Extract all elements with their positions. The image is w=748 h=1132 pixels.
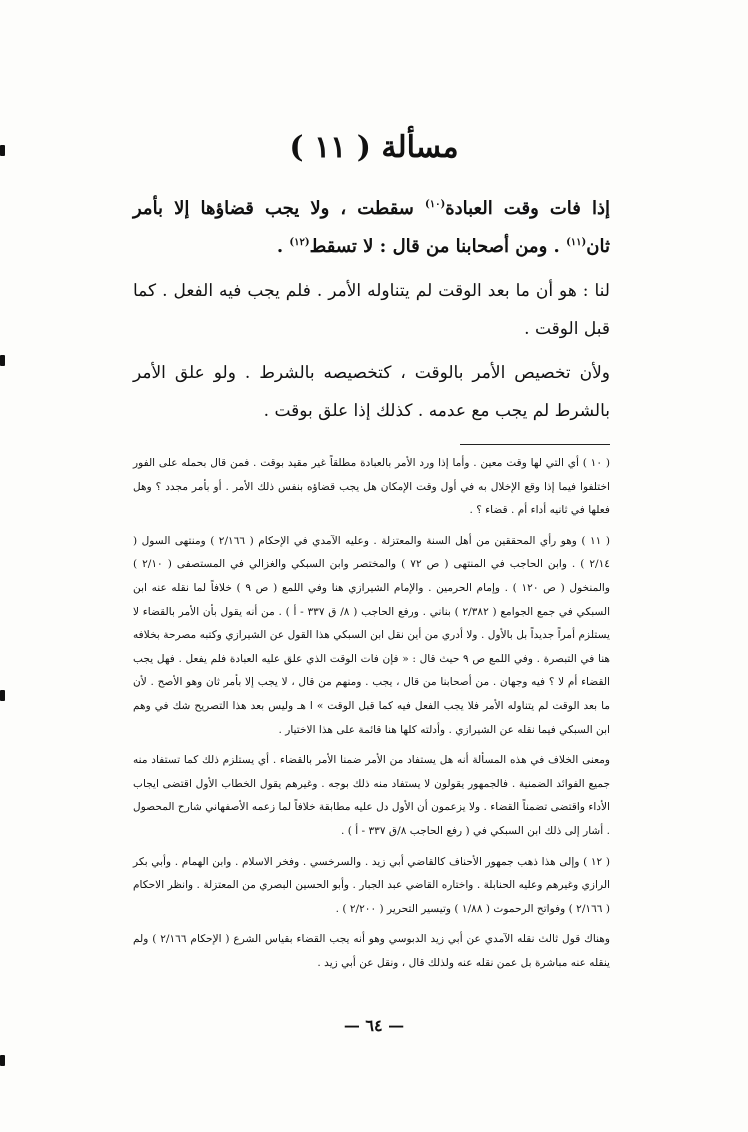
page-title: مسألة ( ١١ ) — [289, 130, 459, 165]
issue-text-2: سقطت ، ولا يجب قضاؤها إلا بأمر ثان — [133, 198, 610, 257]
argument-paragraph-1: لنا : هو أن ما بعد الوقت لم يتناوله الأمر . فلم يجب فيه الفعل . كما قبل الوقت . — [133, 281, 610, 339]
issue-text-1: إذا فات وقت العبادة — [445, 198, 610, 219]
issue-text-3: . ومن أصحابنا من قال : لا تسقط — [309, 236, 567, 257]
footnote-ref-10: (١٠) — [424, 199, 446, 210]
footnote-ref-11: (١١) — [566, 237, 587, 248]
scan-edge-mark — [0, 355, 5, 366]
scan-edge-mark — [0, 690, 5, 701]
footnote-12: ( ١٢ ) وإلى هذا ذهب جمهور الأحناف كالقاضي أبي زيد . والسرخسي . وفخر الاسلام . وابن الهمام . وأبي بكر الرازي وغيرهم وعليه الحنابلة . واختاره القاضي عبد الجبار . وأبو الحسين البصري من المعتزلة . وانظر الاحكام ( ٢/١٦٦ ) وفواتح الرحموت ( ١/٨٨ ) وتيسير التحرير ( ٢/٢٠٠ ) . — [133, 855, 610, 915]
issue-text-4: . — [276, 236, 290, 257]
footnotes — [133, 452, 610, 982]
footnote-12-continued: وهناك قول ثالث نقله الآمدي عن أبي زيد الدبوسي وهو أنه يجب القضاء بقياس الشرع ( الإحكام ٢/١٦٦ ) ولم ينقله عنه مباشرة بل عمن نقله عنه ولذلك قال ، ونقل عن أبي زيد . — [133, 933, 610, 969]
page-number: — ٦٤ — — [343, 1016, 405, 1035]
footnote-separator — [460, 444, 610, 445]
footnote-ref-12: (١٢) — [289, 237, 310, 248]
footnote-11-continued: ومعنى الخلاف في هذه المسألة أنه هل يستفاد من الأمر ضمنا الأمر بالقضاء . أي يستلزم ذلك كما تستفاد منه جميع الفوائد الضمنية . فالجمهور يقولون لا يستفاد منه ذلك بوجه . وغيرهم يقول الخطاب الأول اقتضى ايجاب الأداء واقتضى تضمناً القضاء . ولا يزعمون أن الأول دل عليه مطابقة خلافاً لما زعمه الأصفهاني شارح المحصول . أشار إلى ذلك ابن السبكي في ( رفع الحاجب ٨/ق ٣٣٧ - أ ) . — [133, 754, 610, 837]
main-text — [133, 190, 610, 436]
argument-paragraph-2: ولأن تخصيص الأمر بالوقت ، كتخصيصه بالشرط . ولو علق الأمر بالشرط لم يجب مع عدمه . كذلك إذا علق بوقت . — [133, 363, 610, 421]
scan-edge-mark — [0, 1055, 5, 1066]
footnote-10: ( ١٠ ) أي التي لها وقت معين . وأما إذا ورد الأمر بالعبادة مطلقاً غير مقيد بوقت . فمن قال بحمله على الفور اختلفوا فيما إذا وقع الإخلال به في أول وقت الإمكان هل يجب قضاؤه بنفس ذلك الأمر . أو بأمر مجدد ؟ وهل فعلها في ثانيه أداء أم . قضاء ؟ . — [133, 457, 610, 517]
issue-statement — [133, 190, 610, 266]
footnote-11: ( ١١ ) وهو رأي المحققين من أهل السنة والمعتزلة . وعليه الآمدي في الإحكام ( ٢/١٦٦ ) ومنتهى السول ( ٢/١٤ ) . وابن الحاجب في المنتهى ( ص ٧٢ ) والمختصر وابن السبكي والغزالي في المستصفى ( ٢/١٠ ) والمنخول ( ص ١٢٠ ) . وإمام الحرمين . والإمام الشيرازي هنا وفي اللمع ( ص ٩ ) خلافاً لما نقله عنه ابن السبكي في جمع الجوامع ( ٢/٣٨٢ ) بناني . ورفع الحاجب ( ٨/ ق ٣٣٧ - أ ) . من أنه يقول بأن الأمر بالقضاء لا يستلزم أمراً جديداً بل بالأول . ولا أدري من أين نقل ابن السبكي هذا القول عن الشيرازي وكتبه مصرحة بخلافه هنا في التبصرة . وفي اللمع ص ٩ حيث قال : « فإن فات الوقت الذي علق عليه العبادة فلم يفعل . فهل يجب القضاء أم لا ؟ فيه وجهان . من أصحابنا من قال ، يجب . ومنهم من قال ، لا يجب إلا بأمر ثان وهو الأصح . لأن ما بعد الوقت لم يتناوله الأمر فلا يجب الفعل فيه كما قبل الوقت » ا هـ وليس بعد هذا التصريح شك في وهم ابن السبكي فيما نقله عن الشيرازي . وأدلته كلها هنا قائمة على هذا الاختيار . — [133, 534, 611, 736]
